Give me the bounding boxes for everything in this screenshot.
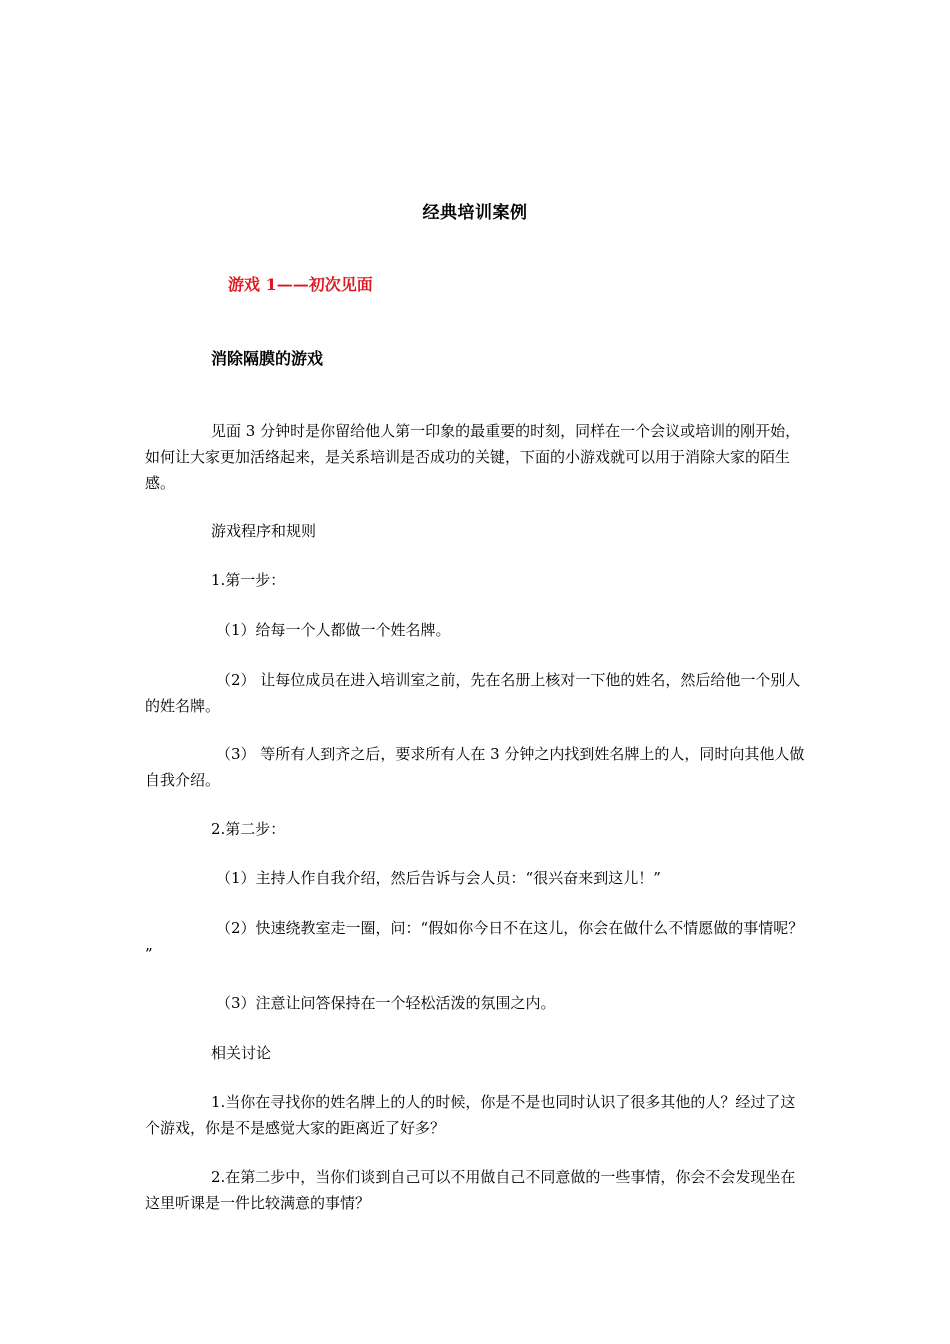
intro-text: 见面 3 分钟时是你留给他人第一印象的最重要的时刻，同样在一个会议或培训的刚开始，如何让大家更加活络起来，是关系培训是否成功的关键，下面的小游戏就可以用于消除大家的陌生感。 (145, 422, 801, 492)
step2-item-2-text: （2）快速绕教室走一圈，问：“假如你今日不在这儿，你会在做什么不情愿做的事情呢？ ” (145, 919, 804, 963)
step1-item-2 (145, 667, 810, 719)
step2-item-2 (145, 915, 810, 967)
step2-heading: 2.第二步： (211, 820, 286, 838)
section-subtitle: 消除隔膜的游戏 (211, 349, 324, 368)
discussion-heading: 相关讨论 (211, 1044, 272, 1062)
discussion-item-2 (145, 1164, 810, 1216)
discussion-item-1 (145, 1089, 810, 1141)
document-title: 经典培训案例 (422, 203, 528, 223)
intro-paragraph (145, 418, 810, 496)
step2-item-1: （1）主持人作自我介绍，然后告诉与会人员：“很兴奋来到这儿！” (216, 869, 661, 887)
step1-item-2-text: （2） 让每位成员在进入培训室之前，先在名册上核对一下他的姓名，然后给他一个别人的姓名牌。 (145, 671, 801, 715)
procedure-heading: 游戏程序和规则 (211, 522, 317, 540)
step1-item-1: （1）给每一个人都做一个姓名牌。 (216, 621, 451, 639)
step1-heading: 1.第一步： (211, 571, 286, 589)
step1-item-3-text: （3） 等所有人到齐之后，要求所有人在 3 分钟之内找到姓名牌上的人，同时向其他人做自我介绍。 (145, 745, 805, 789)
step2-item-3: （3）注意让问答保持在一个轻松活泼的氛围之内。 (216, 994, 556, 1012)
discussion-item-1-text: 1.当你在寻找你的姓名牌上的人的时候，你是不是也同时认识了很多其他的人？经过了这个游戏，你是不是感觉大家的距离近了好多？ (145, 1093, 796, 1137)
game-title: 游戏 1——初次见面 (228, 275, 373, 294)
discussion-item-2-text: 2.在第二步中，当你们谈到自己可以不用做自己不同意做的一些事情，你会不会发现坐在这里听课是一件比较满意的事情？ (145, 1168, 796, 1212)
step1-item-3 (145, 741, 810, 793)
